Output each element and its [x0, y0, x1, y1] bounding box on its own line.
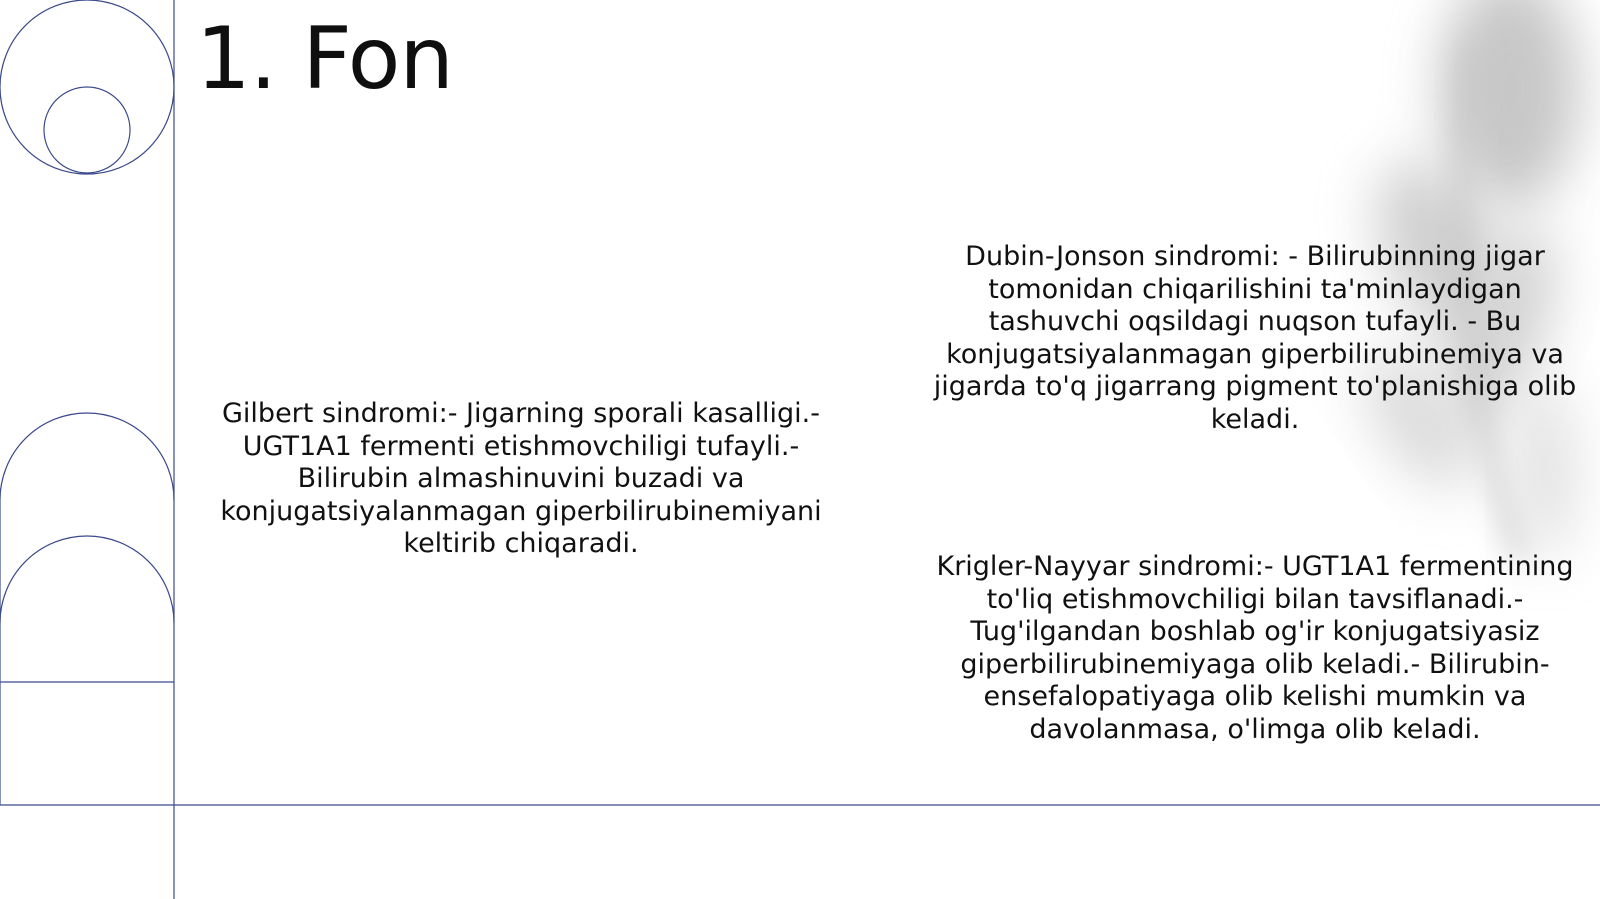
slide-title: 1. Fon [196, 9, 453, 109]
crigler-najjar-syndrome-text: Krigler-Nayyar sindromi:- UGT1A1 fermentining to'liq etishmovchiligi bilan tavsiflanadi.- Tug'ilgandan boshlab og'ir konjugatsiyasiz giperbilirubinemiyaga olib keladi.- Bilirubin-ensefalopatiyaga olib kelishi mumkin va davolanmasa, o'limga olib keladi. [936, 551, 1574, 745]
dubin-johnson-syndrome-text: Dubin-Jonson sindromi: - Bilirubinning jigar tomonidan chiqarilishini ta'minlaydigan tashuvchi oqsildagi nuqson tufayli. - Bu konjugatsiyalanmagan giperbilirubinemiya va jigarda to'q jigarrang pigment to'planishiga olib keladi. [933, 241, 1577, 435]
gilbert-syndrome-text: Gilbert sindromi:- Jigarning sporali kasalligi.- UGT1A1 fermenti etishmovchiligi tufayli.- Bilirubin almashinuvini buzadi va konjugatsiyalanmagan giperbilirubinemiyani keltirib chiqaradi. [220, 398, 822, 559]
